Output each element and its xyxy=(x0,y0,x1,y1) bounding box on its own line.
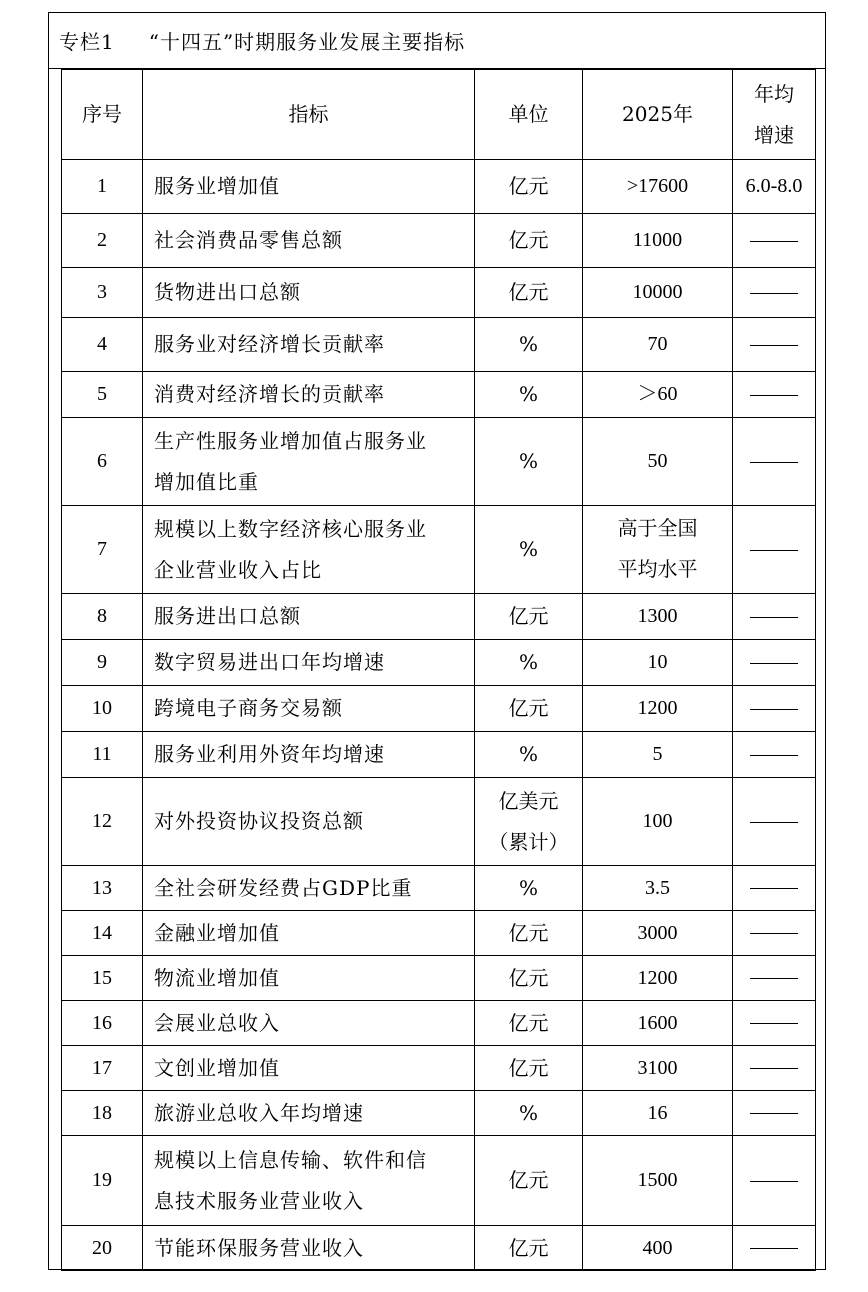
cell-indicator xyxy=(143,732,475,778)
cell-unit xyxy=(475,268,583,318)
header-row xyxy=(62,70,816,160)
cell-unit xyxy=(475,506,583,594)
dash-mark xyxy=(750,663,798,664)
cell-growth xyxy=(733,1226,816,1271)
cell-no: 10 xyxy=(62,686,143,732)
header-no: 序号 xyxy=(62,70,143,160)
dash-mark xyxy=(750,1248,798,1249)
table-row xyxy=(62,1001,816,1046)
cell-target xyxy=(583,214,733,268)
cell-no: 19 xyxy=(62,1136,143,1226)
header-growth xyxy=(733,70,816,160)
cell-indicator xyxy=(143,372,475,418)
cell-unit-line: % xyxy=(518,650,538,674)
dash-mark xyxy=(750,755,798,756)
cell-unit xyxy=(475,1046,583,1091)
cell-indicator xyxy=(143,1001,475,1046)
cell-target-line: 高于全国 xyxy=(617,517,698,540)
cell-unit-line: 亿元 xyxy=(508,965,549,990)
dash-mark xyxy=(750,462,798,463)
cell-indicator xyxy=(143,686,475,732)
cell-unit xyxy=(475,1226,583,1271)
cell-indicator-line: 文创业增加值 xyxy=(154,1055,280,1080)
header-indicator: 指标 xyxy=(143,70,475,160)
table-row xyxy=(62,778,816,866)
dash-mark xyxy=(750,241,798,242)
cell-target xyxy=(583,594,733,640)
dash-mark xyxy=(750,395,798,396)
cell-indicator-line: 服务业利用外资年均增速 xyxy=(154,742,385,766)
cell-indicator xyxy=(143,594,475,640)
table-row xyxy=(62,1226,816,1271)
cell-target-line: 70 xyxy=(647,333,668,355)
cell-unit-line: 亿元 xyxy=(508,920,549,945)
cell-unit-line: % xyxy=(518,449,538,473)
cell-unit-line: 亿元 xyxy=(508,696,549,720)
cell-unit-line: 亿元 xyxy=(508,1168,549,1192)
cell-target xyxy=(583,866,733,911)
cell-target-line: 50 xyxy=(647,450,668,472)
cell-target xyxy=(583,160,733,214)
cell-no: 18 xyxy=(62,1091,143,1136)
cell-growth xyxy=(733,1091,816,1136)
cell-indicator-line: 增加值比重 xyxy=(154,469,259,494)
cell-target xyxy=(583,732,733,778)
table-row xyxy=(62,1091,816,1136)
cell-growth xyxy=(733,911,816,956)
cell-no: 16 xyxy=(62,1001,143,1046)
cell-growth xyxy=(733,418,816,506)
cell-growth xyxy=(733,268,816,318)
cell-target-line: 1200 xyxy=(637,697,678,719)
indicator-table xyxy=(61,69,816,1271)
cell-indicator xyxy=(143,506,475,594)
cell-target-line: 1200 xyxy=(637,966,678,989)
cell-target-line: 10 xyxy=(647,651,668,673)
table-row xyxy=(62,911,816,956)
table-row xyxy=(62,268,816,318)
cell-unit xyxy=(475,686,583,732)
cell-unit xyxy=(475,160,583,214)
table-row xyxy=(62,594,816,640)
cell-growth xyxy=(733,594,816,640)
cell-target-line: 5 xyxy=(652,743,663,765)
cell-target xyxy=(583,911,733,956)
cell-no: 4 xyxy=(62,318,143,372)
cell-unit xyxy=(475,372,583,418)
table-row xyxy=(62,640,816,686)
cell-unit-line: % xyxy=(518,875,538,900)
dash-mark xyxy=(750,617,798,618)
header-unit: 单位 xyxy=(475,70,583,160)
cell-growth xyxy=(733,214,816,268)
cell-no: 14 xyxy=(62,911,143,956)
cell-target-line: 11000 xyxy=(632,229,683,251)
cell-unit-line: % xyxy=(518,332,538,356)
cell-indicator-line: 规模以上信息传输、软件和信 xyxy=(154,1147,427,1172)
cell-target xyxy=(583,1001,733,1046)
cell-growth xyxy=(733,640,816,686)
dash-mark xyxy=(750,709,798,710)
dash-mark xyxy=(750,933,798,934)
dash-mark xyxy=(750,888,798,889)
cell-growth xyxy=(733,1001,816,1046)
dash-mark xyxy=(750,1113,798,1114)
cell-indicator xyxy=(143,1091,475,1136)
cell-indicator-line: 物流业增加值 xyxy=(154,965,280,990)
cell-target xyxy=(583,1226,733,1271)
cell-indicator-line: 跨境电子商务交易额 xyxy=(154,696,343,720)
table-row xyxy=(62,372,816,418)
cell-no: 9 xyxy=(62,640,143,686)
cell-indicator-line: 节能环保服务营业收入 xyxy=(154,1235,364,1260)
table-row xyxy=(62,686,816,732)
header-growth-line1: 年均 xyxy=(754,81,794,106)
cell-unit-line: （累计） xyxy=(488,829,569,854)
table-row xyxy=(62,732,816,778)
dash-mark xyxy=(750,1023,798,1024)
table-frame xyxy=(48,12,826,1270)
cell-unit-line: 亿元 xyxy=(508,280,549,304)
cell-target xyxy=(583,778,733,866)
cell-indicator xyxy=(143,956,475,1001)
cell-target xyxy=(583,372,733,418)
cell-target-line: 100 xyxy=(642,810,673,832)
cell-target xyxy=(583,686,733,732)
cell-no: 7 xyxy=(62,506,143,594)
dash-mark xyxy=(750,822,798,823)
cell-target xyxy=(583,956,733,1001)
cell-no: 12 xyxy=(62,778,143,866)
cell-target-line: 1300 xyxy=(637,605,678,627)
cell-unit-line: 亿元 xyxy=(508,604,549,628)
cell-target-line: 400 xyxy=(642,1236,673,1259)
cell-indicator xyxy=(143,866,475,911)
cell-indicator xyxy=(143,318,475,372)
cell-growth xyxy=(733,686,816,732)
cell-unit-line: % xyxy=(518,742,538,766)
cell-target-line: >17600 xyxy=(626,175,689,197)
dash-mark xyxy=(750,978,798,979)
cell-indicator-line: 消费对经济增长的贡献率 xyxy=(154,382,385,406)
table-row xyxy=(62,866,816,911)
cell-growth xyxy=(733,1046,816,1091)
cell-indicator-line: 生产性服务业增加值占服务业 xyxy=(154,428,427,453)
cell-indicator-line: 服务业对经济增长贡献率 xyxy=(154,332,385,356)
cell-unit-line: 亿元 xyxy=(508,1235,549,1260)
cell-indicator-line: 服务业增加值 xyxy=(154,174,280,198)
cell-unit-line: 亿美元 xyxy=(498,788,559,813)
cell-unit xyxy=(475,1136,583,1226)
cell-indicator xyxy=(143,778,475,866)
cell-indicator xyxy=(143,911,475,956)
cell-indicator xyxy=(143,214,475,268)
cell-unit xyxy=(475,318,583,372)
cell-target-line: 平均水平 xyxy=(617,558,698,581)
cell-growth xyxy=(733,778,816,866)
header-growth-line2: 增速 xyxy=(754,122,794,147)
header-target: 2025年 xyxy=(583,70,733,160)
cell-unit-line: 亿元 xyxy=(508,228,549,252)
cell-no: 6 xyxy=(62,418,143,506)
cell-indicator xyxy=(143,1046,475,1091)
cell-indicator-line: 数字贸易进出口年均增速 xyxy=(154,650,385,674)
cell-target xyxy=(583,1091,733,1136)
cell-indicator xyxy=(143,640,475,686)
cell-target xyxy=(583,268,733,318)
dash-mark xyxy=(750,345,798,346)
cell-unit-line: 亿元 xyxy=(508,174,549,198)
cell-indicator xyxy=(143,1226,475,1271)
cell-target-line: 1600 xyxy=(637,1011,678,1034)
cell-unit xyxy=(475,911,583,956)
cell-indicator-line: 企业营业收入占比 xyxy=(154,557,322,582)
cell-no: 1 xyxy=(62,160,143,214)
cell-unit xyxy=(475,214,583,268)
cell-no: 17 xyxy=(62,1046,143,1091)
cell-unit xyxy=(475,1091,583,1136)
cell-growth: 6.0-8.0 xyxy=(733,160,816,214)
cell-target-line: 3100 xyxy=(637,1056,678,1079)
table-row xyxy=(62,506,816,594)
cell-unit xyxy=(475,640,583,686)
cell-unit xyxy=(475,956,583,1001)
dash-mark xyxy=(750,293,798,294)
cell-growth xyxy=(733,956,816,1001)
caption-title: “十四五”时期服务业发展主要指标 xyxy=(148,30,466,54)
cell-unit-line: 亿元 xyxy=(508,1010,549,1035)
cell-target-line: ＞60 xyxy=(637,383,678,405)
cell-target-line: 16 xyxy=(647,1101,668,1124)
cell-target-line: 3.5 xyxy=(645,876,670,899)
cell-unit xyxy=(475,778,583,866)
dash-mark xyxy=(750,1181,798,1182)
cell-indicator-line: 息技术服务业营业收入 xyxy=(154,1188,364,1213)
cell-target-line: 1500 xyxy=(637,1169,678,1191)
cell-indicator-line: 规模以上数字经济核心服务业 xyxy=(154,516,427,541)
cell-target-line: 10000 xyxy=(632,281,683,303)
cell-no: 5 xyxy=(62,372,143,418)
cell-indicator-line: 全社会研发经费占GDP比重 xyxy=(154,875,413,900)
cell-indicator xyxy=(143,1136,475,1226)
cell-target xyxy=(583,318,733,372)
cell-target xyxy=(583,506,733,594)
table-row xyxy=(62,318,816,372)
cell-indicator-line: 货物进出口总额 xyxy=(154,280,301,304)
cell-no: 20 xyxy=(62,1226,143,1271)
cell-no: 8 xyxy=(62,594,143,640)
cell-indicator-line: 金融业增加值 xyxy=(154,920,280,945)
cell-growth xyxy=(733,318,816,372)
table-row xyxy=(62,1046,816,1091)
dash-mark xyxy=(750,1068,798,1069)
cell-target xyxy=(583,418,733,506)
cell-indicator-line: 对外投资协议投资总额 xyxy=(154,809,364,833)
cell-target xyxy=(583,1136,733,1226)
cell-no: 13 xyxy=(62,866,143,911)
cell-indicator-line: 旅游业总收入年均增速 xyxy=(154,1100,364,1125)
table-row xyxy=(62,1136,816,1226)
cell-unit-line: 亿元 xyxy=(508,1055,549,1080)
cell-growth xyxy=(733,1136,816,1226)
cell-no: 2 xyxy=(62,214,143,268)
cell-no: 15 xyxy=(62,956,143,1001)
cell-growth xyxy=(733,732,816,778)
cell-unit-line: % xyxy=(518,382,538,406)
cell-indicator xyxy=(143,268,475,318)
cell-growth xyxy=(733,372,816,418)
cell-unit xyxy=(475,594,583,640)
table-row xyxy=(62,160,816,214)
cell-growth xyxy=(733,866,816,911)
cell-unit-line: % xyxy=(518,537,538,561)
cell-unit xyxy=(475,866,583,911)
dash-mark xyxy=(750,550,798,551)
cell-unit xyxy=(475,732,583,778)
cell-unit xyxy=(475,1001,583,1046)
cell-target xyxy=(583,640,733,686)
cell-indicator xyxy=(143,160,475,214)
cell-no: 3 xyxy=(62,268,143,318)
caption-label: 专栏1 xyxy=(59,30,115,54)
cell-no: 11 xyxy=(62,732,143,778)
cell-indicator-line: 社会消费品零售总额 xyxy=(154,228,343,252)
table-row xyxy=(62,214,816,268)
cell-target xyxy=(583,1046,733,1091)
cell-growth xyxy=(733,506,816,594)
table-caption xyxy=(49,13,825,69)
cell-indicator-line: 服务进出口总额 xyxy=(154,604,301,628)
table-row xyxy=(62,418,816,506)
cell-indicator-line: 会展业总收入 xyxy=(154,1010,280,1035)
cell-unit xyxy=(475,418,583,506)
cell-target-line: 3000 xyxy=(637,921,678,944)
table-row xyxy=(62,956,816,1001)
cell-unit-line: % xyxy=(518,1100,538,1125)
cell-indicator xyxy=(143,418,475,506)
